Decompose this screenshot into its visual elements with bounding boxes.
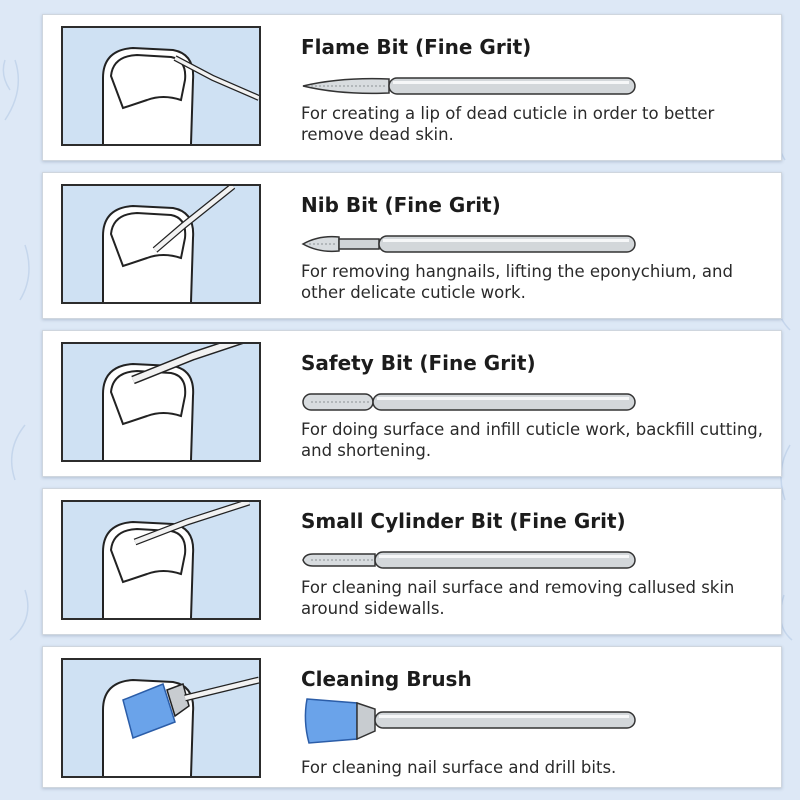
bit-title: Small Cylinder Bit (Fine Grit): [301, 509, 626, 533]
nib-bit-usage-illustration: [61, 184, 261, 304]
small-cylinder-bit-icon: [301, 547, 641, 577]
bit-title: Safety Bit (Fine Grit): [301, 351, 536, 375]
bit-description: For creating a lip of dead cuticle in order to better remove dead skin.: [301, 104, 715, 144]
flame-bit-icon: [301, 73, 641, 103]
bit-title: Nib Bit (Fine Grit): [301, 193, 501, 217]
bit-card-small-cylinder: [42, 488, 782, 635]
flame-bit-usage-illustration: [61, 26, 261, 146]
safety-bit-usage-illustration: [61, 342, 261, 462]
bit-card-nib: [42, 172, 782, 319]
bit-title: Cleaning Brush: [301, 667, 472, 691]
bit-title: Flame Bit (Fine Grit): [301, 35, 532, 59]
bit-description: For cleaning nail surface and removing callused skin around sidewalls.: [301, 578, 735, 618]
cleaning-brush-icon: [301, 691, 641, 751]
small-cylinder-bit-usage-illustration: [61, 500, 261, 620]
bit-description: For cleaning nail surface and drill bits.: [301, 758, 617, 777]
cleaning-brush-usage-illustration: [61, 658, 261, 778]
bit-card-flame: [42, 14, 782, 161]
bit-description: For doing surface and infill cuticle work, backfill cutting, and shortening.: [301, 420, 764, 460]
bit-card-cleaning-brush: [42, 646, 782, 788]
bit-card-safety: [42, 330, 782, 477]
safety-bit-icon: [301, 389, 641, 419]
bit-description: For removing hangnails, lifting the eponychium, and other delicate cuticle work.: [301, 262, 733, 302]
nib-bit-icon: [301, 231, 641, 261]
